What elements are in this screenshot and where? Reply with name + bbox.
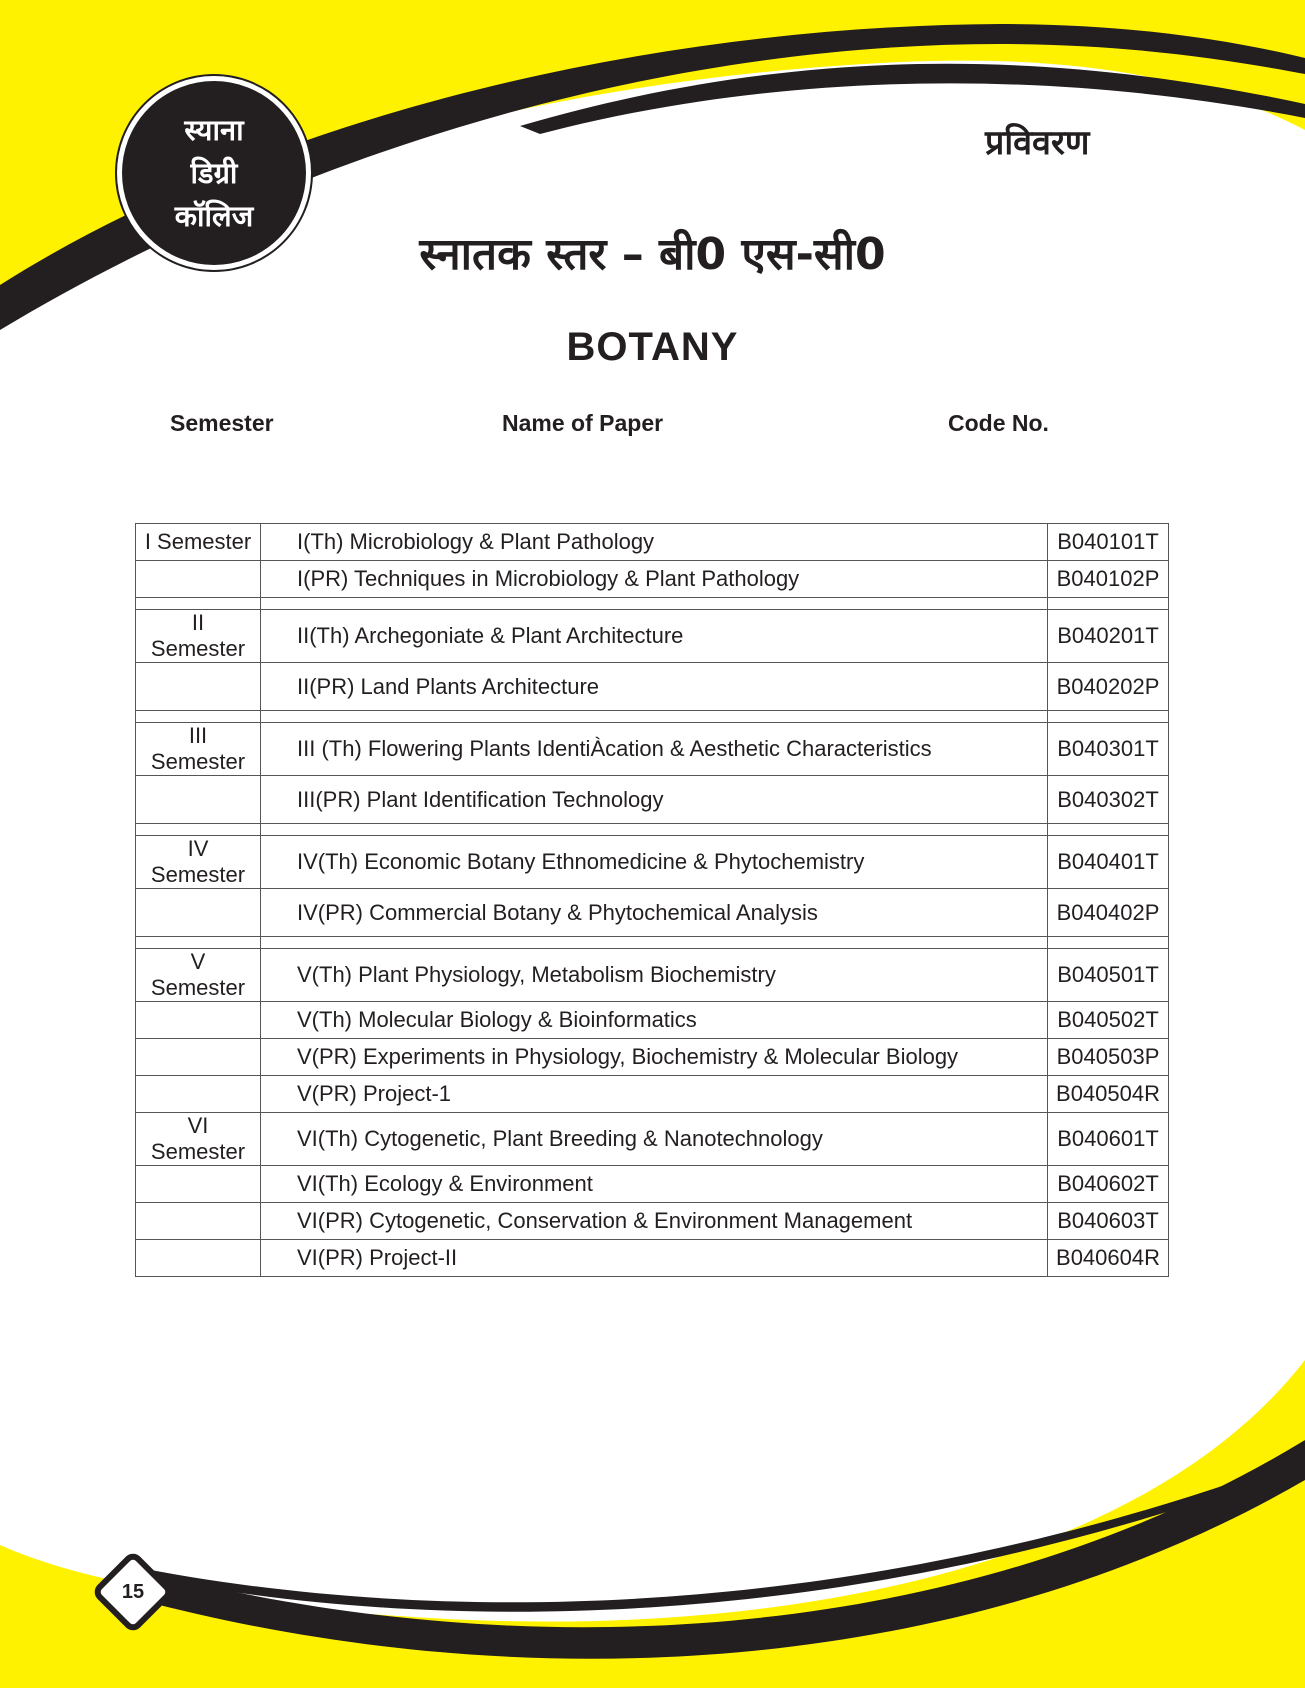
- paper-name-cell: V(Th) Molecular Biology & Bioinformatics: [261, 1002, 1048, 1039]
- semester-column-header: Semester: [170, 410, 274, 436]
- table-row: [136, 1113, 1169, 1166]
- semester-cell: [136, 776, 261, 824]
- semester-cell: [136, 1002, 261, 1039]
- code-cell: B040503P: [1048, 1039, 1169, 1076]
- code-cell: B040402P: [1048, 889, 1169, 937]
- code-cell: B040101T: [1048, 524, 1169, 561]
- table-row: [136, 836, 1169, 889]
- semester-cell: III Semester: [136, 723, 261, 776]
- paper-name-cell: III(PR) Plant Identification Technology: [261, 776, 1048, 824]
- paper-name-cell: IV(Th) Economic Botany Ethnomedicine & Phytochemistry: [261, 836, 1048, 889]
- row-spacer: [136, 937, 1169, 949]
- table-row: [136, 610, 1169, 663]
- paper-name-column-header: Name of Paper: [502, 410, 664, 436]
- table-row: [136, 889, 1169, 937]
- paper-name-cell: V(PR) Experiments in Physiology, Biochemistry & Molecular Biology: [261, 1039, 1048, 1076]
- code-cell: B040501T: [1048, 949, 1169, 1002]
- semester-cell: [136, 1039, 261, 1076]
- semester-cell: [136, 1240, 261, 1277]
- code-cell: B040302T: [1048, 776, 1169, 824]
- paper-name-cell: I(Th) Microbiology & Plant Pathology: [261, 524, 1048, 561]
- paper-name-cell: VI(PR) Cytogenetic, Conservation & Environment Management: [261, 1203, 1048, 1240]
- table-row: [136, 663, 1169, 711]
- semester-cell: VI Semester: [136, 1113, 261, 1166]
- table-row: [136, 1076, 1169, 1113]
- row-spacer: [136, 598, 1169, 610]
- code-cell: B040401T: [1048, 836, 1169, 889]
- page-number: 15: [121, 1581, 145, 1603]
- paper-name-cell: II(PR) Land Plants Architecture: [261, 663, 1048, 711]
- paper-name-cell: V(PR) Project-1: [261, 1076, 1048, 1113]
- semester-cell: II Semester: [136, 610, 261, 663]
- table-row: [136, 1002, 1169, 1039]
- logo-line-2: डिग्री: [190, 155, 238, 190]
- code-cell: B040602T: [1048, 1166, 1169, 1203]
- table-row: [136, 723, 1169, 776]
- logo-line-1: स्याना: [184, 112, 244, 147]
- code-cell: B040603T: [1048, 1203, 1169, 1240]
- semester-cell: V Semester: [136, 949, 261, 1002]
- code-cell: B040201T: [1048, 610, 1169, 663]
- subject-heading: BOTANY: [566, 325, 739, 369]
- paper-name-cell: V(Th) Plant Physiology, Metabolism Biochemistry: [261, 949, 1048, 1002]
- paper-name-cell: VI(Th) Ecology & Environment: [261, 1166, 1048, 1203]
- paper-name-cell: VI(Th) Cytogenetic, Plant Breeding & Nanotechnology: [261, 1113, 1048, 1166]
- paper-name-cell: IV(PR) Commercial Botany & Phytochemical Analysis: [261, 889, 1048, 937]
- papers-table: [135, 523, 1169, 1277]
- code-cell: B040301T: [1048, 723, 1169, 776]
- table-row: [136, 1203, 1169, 1240]
- semester-cell: I Semester: [136, 524, 261, 561]
- logo-line-3: कॉलिज: [174, 198, 254, 233]
- semester-cell: [136, 1203, 261, 1240]
- semester-cell: [136, 663, 261, 711]
- paper-name-cell: III (Th) Flowering Plants IdentiÀcation & Aesthetic Characteristics: [261, 723, 1048, 776]
- table-row: [136, 561, 1169, 598]
- paper-name-cell: VI(PR) Project-II: [261, 1240, 1048, 1277]
- code-cell: B040601T: [1048, 1113, 1169, 1166]
- code-cell: B040604R: [1048, 1240, 1169, 1277]
- table-row: [136, 1039, 1169, 1076]
- code-column-header: Code No.: [948, 410, 1049, 436]
- code-cell: B040102P: [1048, 561, 1169, 598]
- semester-cell: IV Semester: [136, 836, 261, 889]
- table-row: [136, 776, 1169, 824]
- table-row: [136, 1166, 1169, 1203]
- table-row: [136, 524, 1169, 561]
- page-title: स्नातक स्तर – बी0 एस-सी0: [419, 229, 886, 280]
- code-cell: B040502T: [1048, 1002, 1169, 1039]
- section-title: प्रविवरण: [985, 123, 1090, 163]
- table-row: [136, 949, 1169, 1002]
- row-spacer: [136, 824, 1169, 836]
- semester-cell: [136, 1166, 261, 1203]
- code-cell: B040202P: [1048, 663, 1169, 711]
- paper-name-cell: I(PR) Techniques in Microbiology & Plant Pathology: [261, 561, 1048, 598]
- paper-name-cell: II(Th) Archegoniate & Plant Architecture: [261, 610, 1048, 663]
- semester-cell: [136, 1076, 261, 1113]
- row-spacer: [136, 711, 1169, 723]
- semester-cell: [136, 889, 261, 937]
- semester-cell: [136, 561, 261, 598]
- code-cell: B040504R: [1048, 1076, 1169, 1113]
- table-row: [136, 1240, 1169, 1277]
